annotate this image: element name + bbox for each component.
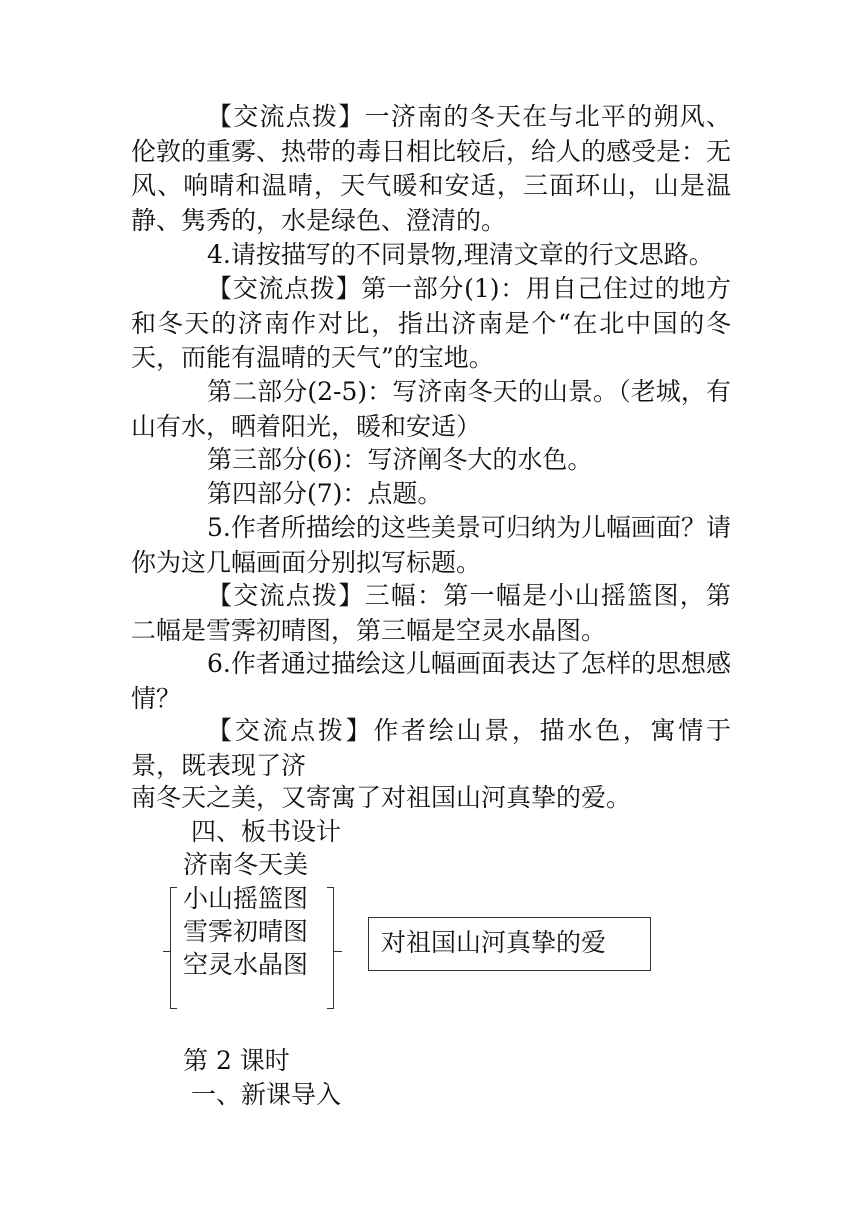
left-bracket-tick <box>163 951 171 952</box>
board-item-1: 小山摇篮图 <box>183 884 309 913</box>
answer-paragraph-1: 【交流点拨】一济南的冬天在与北平的朔风、伦敦的重雾、热带的毒日相比较后，给人的感受是：无风、响晴和温晴，天气暖和安适，三面环山，山是温静、隽秀的，水是绿色、澄清的。 <box>131 102 732 235</box>
board-item-2: 雪霁初晴图 <box>183 917 309 946</box>
question-6: 6.作者通过描绘这儿幅画面表达了怎样的思想感情？ <box>131 649 731 713</box>
board-title: 济南冬天美 <box>183 850 309 879</box>
conclusion-text: 对祖国山河真挚的爱 <box>381 928 607 957</box>
question-4: 4.请按描写的不同景物,理清文章的行文思路。 <box>207 240 714 269</box>
board-design-heading: 四、板书设计 <box>191 817 342 846</box>
answer-paragraph-3: 【交流点拨】三幅：第一幅是小山摇篮图，第二幅是雪霁初晴图，第三幅是空灵水晶图。 <box>131 581 731 645</box>
conclusion-box <box>368 917 651 971</box>
new-lesson-intro-heading: 一、新课导入 <box>191 1080 342 1109</box>
left-bracket <box>170 887 177 1009</box>
right-bracket-tick <box>334 951 342 952</box>
answer-paragraph-4-cont: 南冬天之美，又寄寓了对祖国山河真挚的爱。 <box>131 783 632 812</box>
board-item-3: 空灵水晶图 <box>183 950 309 979</box>
answer-paragraph-2: 【交流点拨】第一部分(1)：用自己住过的地方和冬天的济南作对比，指出济南是个“在北中国的冬天，而能有温晴的天气”的宝地。 <box>131 274 731 372</box>
part-four-text: 第四部分(7)：点题。 <box>207 479 443 508</box>
question-5: 5.作者所描绘的这些美景可归纳为儿幅画面？请你为这几幅画面分别拟写标题。 <box>131 513 731 577</box>
right-bracket <box>327 887 334 1009</box>
part-two-text: 第二部分(2-5)：写济南冬天的山景。（老城，有山有水，晒着阳光，暖和安适） <box>131 377 731 441</box>
part-three-text: 第三部分(6)：写济阐冬大的水色。 <box>207 445 593 474</box>
lesson-2-title: 第 2 课时 <box>183 1046 290 1075</box>
answer-paragraph-4: 【交流点拨】作者绘山景，描水色，寓情于景，既表现了济 <box>131 716 731 780</box>
